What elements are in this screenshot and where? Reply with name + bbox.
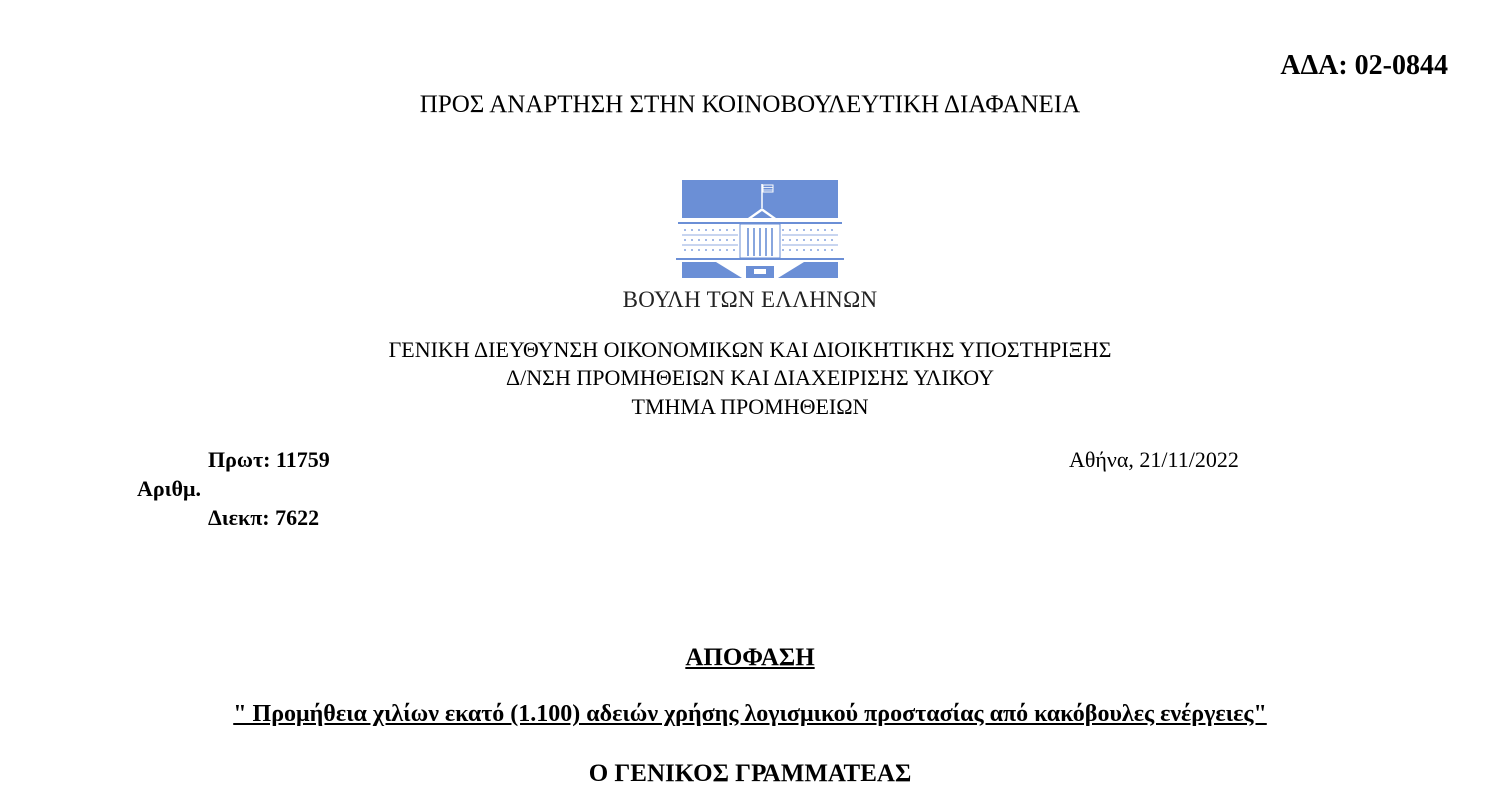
parliament-building-icon	[676, 178, 844, 280]
transparency-notice: ΠΡΟΣ ΑΝΑΡΤΗΣΗ ΣΤΗΝ ΚΟΙΝΟΒΟΥΛΕΥΤΙΚΗ ΔΙΑΦΑΝΕΙΑ	[419, 91, 1081, 118]
protocol-number: Πρωτ: 11759	[208, 447, 330, 472]
document-date: Αθήνα, 21/11/2022	[1069, 447, 1239, 472]
secretary-general-heading: Ο ΓΕΝΙΚΟΣ ΓΡΑΜΜΑΤΕΑΣ	[588, 760, 912, 787]
decision-title: ΑΠΟΦΑΣΗ	[685, 644, 815, 671]
number-label: Αριθμ.	[137, 476, 201, 501]
procurement-department: ΤΜΗΜΑ ΠΡΟΜΗΘΕΙΩΝ	[631, 394, 869, 419]
procurement-directorate: Δ/ΝΣΗ ΠΡΟΜΗΘΕΙΩΝ ΚΑΙ ΔΙΑΧΕΙΡΙΣΗΣ ΥΛΙΚΟΥ	[506, 365, 994, 390]
parliament-name: ΒΟΥΛΗ ΤΩΝ ΕΛΛΗΝΩΝ	[622, 287, 878, 312]
ada-code: ΑΔΑ: 02-0844	[1280, 50, 1448, 81]
decision-subject: " Προμήθεια χιλίων εκατό (1.100) αδειών χρήσης λογισμικού προστασίας από κακόβουλες ενέργειες"	[233, 701, 1267, 727]
general-directorate: ΓΕΝΙΚΗ ΔΙΕΥΘΥΝΣΗ ΟΙΚΟΝΟΜΙΚΩΝ ΚΑΙ ΔΙΟΙΚΗΤΙΚΗΣ ΥΠΟΣΤΗΡΙΞΗΣ	[388, 337, 1112, 362]
diekp-number: Διεκπ: 7622	[208, 505, 320, 530]
